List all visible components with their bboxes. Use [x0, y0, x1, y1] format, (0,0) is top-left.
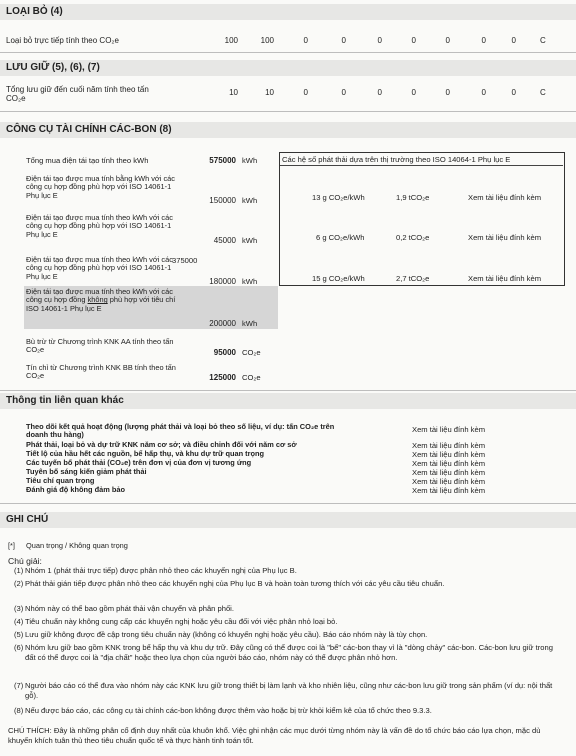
note-item: [14, 706, 562, 716]
attachment-ref: Xem tài liệu đính kèm: [468, 193, 542, 202]
row-value: 0: [445, 88, 450, 97]
removals-heading: LOẠI BỎ (4): [0, 4, 576, 20]
removals-row-label: Loại bỏ trực tiếp tính theo CO₂e: [6, 36, 119, 45]
related-item: Tuyên bố sáng kiến giảm phát thải: [26, 467, 147, 476]
divider: [0, 52, 576, 53]
divider: [0, 111, 576, 112]
attachment-ref: Xem tài liệu đính kèm: [412, 450, 486, 459]
row-value: 0: [511, 36, 516, 45]
marker-symbol: [*]: [8, 541, 15, 550]
row-value: 0: [377, 88, 382, 97]
attachment-ref: Xem tài liệu đính kèm: [412, 441, 486, 450]
note-text: Nhóm lưu giữ bao gồm KNK trong bể hấp thụ và khu dự trữ. Đây cũng có thể được coi là "bể" các-bon thay vì là "dòng chảy" các-bon. Các-bon lưu giữ trong đất có thể được coi là "địa chất" hoặc theo lựa chọn của người báo cáo, nhóm này có thể được phân nhỏ hơn.: [25, 643, 553, 662]
contract-row-aside: 375000: [172, 256, 198, 265]
label-emphasis: không: [87, 295, 108, 305]
total-purchase-label: Tổng mua điện tái tạo tính theo kWh: [26, 156, 149, 165]
note-number: (4): [14, 617, 24, 626]
contract-row-label: Điện tái tạo được mua tính bằng kWh với các công cụ hợp đồng phù hợp với ISO 14061-1 Phụ lục E: [26, 174, 175, 200]
note-text: Người báo cáo có thể đưa vào nhóm này các KNK lưu giữ trong thiết bị làm lạnh và kho nhiên liệu, cũng như các-bon lưu giữ trong sản phẩm (ví dụ: nội thất gỗ).: [25, 681, 553, 700]
row-value: 0: [411, 36, 416, 45]
total-purchase-unit: kWh: [242, 156, 258, 165]
footnote: [8, 726, 566, 748]
attachment-ref: Xem tài liệu đính kèm: [412, 468, 486, 477]
contract-row-value: 45000: [213, 236, 236, 245]
tco2e-value: 1,9 tCO₂e: [396, 193, 430, 202]
non-compliant-row-unit: kWh: [242, 319, 258, 328]
non-compliant-row-value: 200000: [209, 319, 236, 328]
attachment-ref: Xem tài liệu đính kèm: [412, 459, 486, 468]
carbon-tools-heading: CÔNG CỤ TÀI CHÍNH CÁC-BON (8): [0, 122, 576, 138]
row-value: 0: [445, 36, 450, 45]
related-item: Các tuyến bố phát thải (CO₂e) trên đơn vị của đơn vị tương ứng: [26, 458, 252, 467]
divider: [0, 503, 576, 504]
storage-flag: C: [540, 88, 546, 97]
divider: [0, 390, 576, 391]
attachment-ref: Xem tài liệu đính kèm: [468, 233, 542, 242]
label-part: Điện tái tạo được mua tính theo kWh với các công cụ hợp đồng: [26, 287, 173, 305]
attachment-ref: Xem tài liệu đính kèm: [412, 425, 486, 434]
footnote-text: CHÚ THÍCH: Đây là những phân cổ định duy nhất của khuôn khổ. Việc ghi nhận các mục dưới từng nhóm này là vấn đề do tổ chức báo cáo lựa chọn, mặc dù khuyến khích tuân thủ theo tiêu chuẩn quốc tế và thực hành tinh toán tốt.: [8, 726, 541, 745]
contract-row-value: 180000: [209, 277, 236, 286]
emission-factor: 13 g CO₂e/kWh: [312, 193, 365, 202]
note-item: [14, 630, 562, 640]
row-value: 0: [341, 36, 346, 45]
marker-legend: Quan trọng / Không quan trọng: [26, 541, 128, 550]
related-item: Tiết lộ của hầu hết các nguồn, bể hấp thụ, và khu dự trữ quan trọng: [26, 449, 265, 458]
offset-label: Bù trừ từ Chương trình KNK AA tính theo tấn CO₂e: [26, 337, 174, 355]
market-factors-header: Các hệ số phát thải dựa trên thị trường theo ISO 14064-1 Phụ lục E: [282, 155, 511, 164]
contract-row-unit: kWh: [242, 196, 258, 205]
contract-row-label: Điện tái tạo được mua tính theo kWh với các công cụ hợp đồng phù hợp với ISO 14061-1 Phụ lục E: [26, 255, 173, 281]
emission-factor: 15 g CO₂e/kWh: [312, 274, 365, 283]
contract-row-label: Điện tái tạo được mua tính theo kWh với các công cụ hợp đồng phù hợp với ISO 14061-1 Phụ lục E: [26, 213, 173, 239]
row-value: 0: [303, 88, 308, 97]
note-item: [14, 604, 562, 614]
tco2e-value: 0,2 tCO₂e: [396, 233, 430, 242]
total-purchase-value: 575000: [209, 156, 236, 165]
related-item: Theo dõi kết quả hoạt động (lượng phát thải và loại bỏ theo số liệu, ví dụ: tấn CO₂e trên doanh thu hàng): [26, 422, 335, 440]
note-number: (7): [14, 681, 24, 690]
note-item: [14, 643, 562, 673]
contract-row-value: 150000: [209, 196, 236, 205]
note-text: Phát thải gián tiếp được phân nhỏ theo các khuyến nghị của Phụ lục B và hoàn toàn tương thích với các yêu cầu tiêu chuẩn.: [25, 579, 445, 588]
note-text: Lưu giữ không được đề cập trong tiêu chuẩn này (không có khuyến nghị hoặc yêu cầu). Báo cáo nhóm này là tùy chọn.: [25, 630, 428, 639]
note-number: (1): [14, 566, 24, 575]
contract-row-unit: kWh: [242, 277, 258, 286]
note-text: Nhóm 1 (phát thải trực tiếp) được phân nhỏ theo các khuyến nghị của Phụ lục B.: [25, 566, 297, 575]
removals-flag: C: [540, 36, 546, 45]
credit-value: 125000: [209, 373, 236, 382]
row-value: 0: [481, 88, 486, 97]
related-info-heading: Thông tin liên quan khác: [0, 393, 576, 409]
note-text: Nếu được báo cáo, các công cụ tài chính các-bon không được thêm vào hoặc bị trừ khỏi kiểm kê của tổ chức theo 9.3.3.: [25, 706, 432, 715]
note-item: [14, 681, 562, 701]
row-value: 0: [341, 88, 346, 97]
related-item: Tiêu chí quan trọng: [26, 476, 95, 485]
row-value: 10: [265, 88, 274, 97]
note-number: (2): [14, 579, 24, 588]
row-value: 0: [303, 36, 308, 45]
attachment-ref: Xem tài liệu đính kèm: [468, 274, 542, 283]
notes-heading: GHI CHÚ: [0, 512, 576, 528]
offset-value: 95000: [213, 348, 236, 357]
explanation-title: Chú giải:: [8, 556, 42, 566]
offset-unit: CO₂e: [242, 348, 261, 357]
note-number: (3): [14, 604, 24, 613]
related-item: Đánh giá độ không đảm bảo: [26, 485, 125, 494]
row-value: 0: [377, 36, 382, 45]
row-value: 0: [481, 36, 486, 45]
row-value: 100: [260, 36, 274, 45]
storage-row-label: Tổng lưu giữ đến cuối năm tính theo tấn CO₂e: [6, 85, 149, 103]
note-number: (6): [14, 643, 24, 652]
market-factors-box: [279, 152, 565, 286]
row-value: 10: [229, 88, 238, 97]
note-number: (5): [14, 630, 24, 639]
attachment-ref: Xem tài liệu đính kèm: [412, 486, 486, 495]
storage-heading: LƯU GIỮ (5), (6), (7): [0, 60, 576, 76]
note-item: [14, 566, 562, 576]
related-item: Phát thải, loại bỏ và dự trữ KNK năm cơ sở; và điều chỉnh đối với năm cơ sở: [26, 440, 297, 449]
label-part: phù hợp với tiêu chí ISO 14061-1 Phụ lục E: [26, 295, 176, 313]
note-item: [14, 579, 562, 599]
note-text: Nhóm này có thể bao gồm phát thải vận chuyển và phân phối.: [25, 604, 234, 613]
row-value: 100: [224, 36, 238, 45]
credit-unit: CO₂e: [242, 373, 261, 382]
credit-label: Tín chỉ từ Chương trình KNK BB tính theo tấn CO₂e: [26, 363, 176, 381]
contract-row-unit: kWh: [242, 236, 258, 245]
box-header-divider: [280, 165, 563, 166]
row-value: 0: [511, 88, 516, 97]
note-number: (8): [14, 706, 24, 715]
tco2e-value: 2,7 tCO₂e: [396, 274, 430, 283]
non-compliant-row-label: [26, 288, 176, 313]
row-value: 0: [411, 88, 416, 97]
attachment-ref: Xem tài liệu đính kèm: [412, 477, 486, 486]
note-text: Tiêu chuẩn này không cung cấp các khuyến nghị hoặc yêu cầu đối với việc phân nhỏ loại bỏ.: [25, 617, 338, 626]
note-item: [14, 617, 562, 627]
emission-factor: 6 g CO₂e/kWh: [316, 233, 365, 242]
